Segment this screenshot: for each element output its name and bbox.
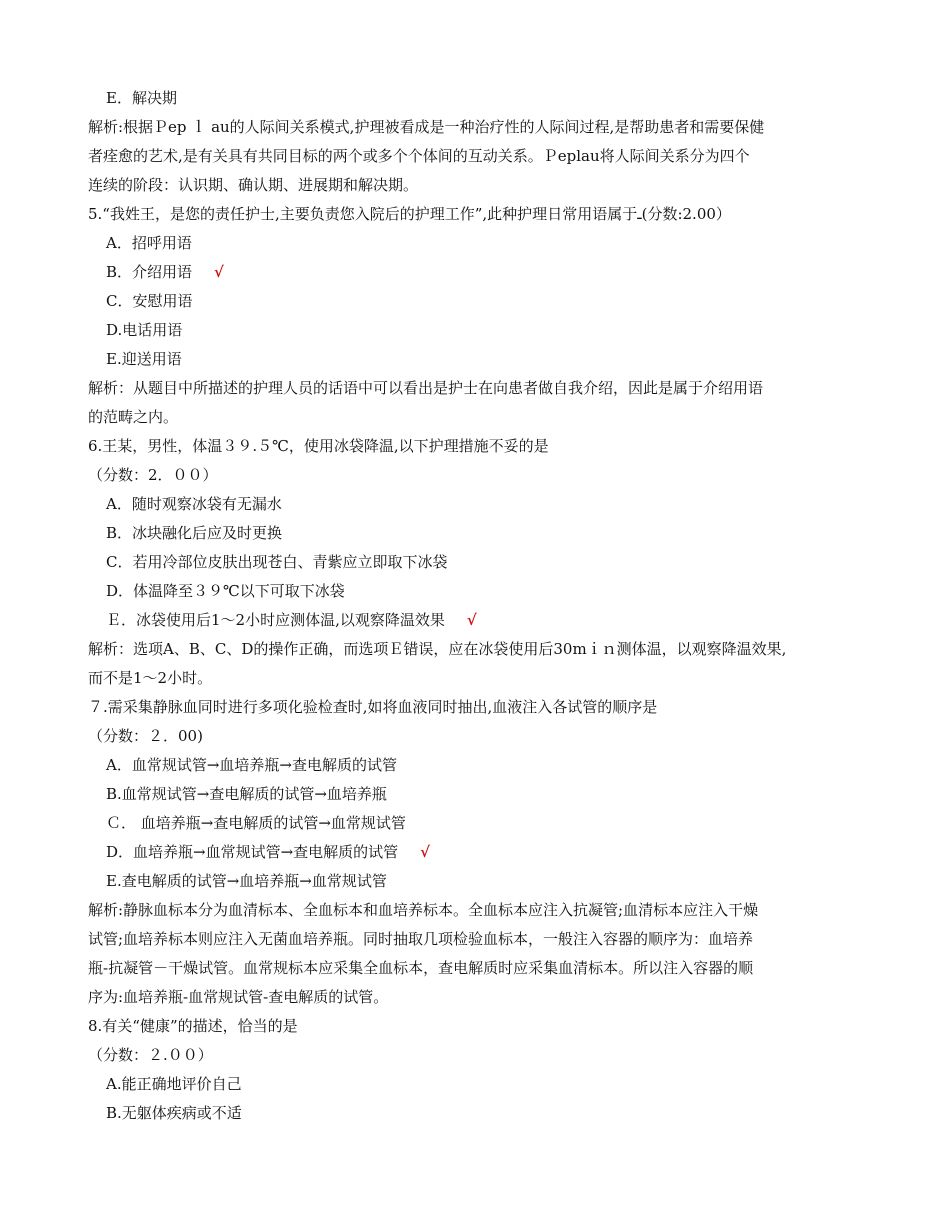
analysis-line: 瓶-抗凝管－干燥试管。血常规标本应采集全血标本，查电解质时应采集血清标本。所以注入容器的顺 — [88, 959, 754, 977]
question-6-stem: 6.王某，男性，体温３９.５℃，使用冰袋降温,以下护理措施不妥的是 — [88, 437, 549, 455]
analysis-line: 者痊愈的艺术,是有关具有共同目标的两个或多个个体间的互动关系。Ｐeplau将人际间关系分为四个 — [88, 147, 750, 165]
question-5-stem: 5.“我姓王，是您的责任护士,主要负责您入院后的护理工作”,此种护理日常用语属于ـ(分数:2.00） — [88, 205, 731, 223]
analysis-line: 解析：从题目中所描述的护理人员的话语中可以看出是护士在向患者做自我介绍，因此是属于介绍用语 — [88, 379, 764, 397]
option-line: Ｅ．冰袋使用后1～2小时应测体温,以观察降温效果 √ — [106, 611, 477, 629]
analysis-line: 解析:根据Ｐep ｌ au的人际间关系模式,护理被看成是一种治疗性的人际间过程,是帮助患者和需要保健 — [88, 118, 765, 136]
option-line: B．介绍用语 √ — [106, 263, 224, 281]
option-line: E.查电解质的试管→血培养瓶→血常规试管 — [106, 872, 387, 890]
option-line: B.血常规试管→查电解质的试管→血培养瓶 — [106, 785, 387, 803]
option-line: C．安慰用语 — [106, 292, 193, 310]
option-line: A．血常规试管→血培养瓶→查电解质的试管 — [106, 756, 397, 774]
option-e-line: E．解决期 — [106, 89, 177, 107]
option-line: B．冰块融化后应及时更换 — [106, 524, 283, 542]
option-line: C．若用冷部位皮肤出现苍白、青紫应立即取下冰袋 — [106, 553, 448, 571]
analysis-line: 试管;血培养标本则应注入无菌血培养瓶。同时抽取几项检验血标本，一般注入容器的顺序为：血培养 — [88, 930, 754, 948]
correct-check-mark: √ — [214, 263, 224, 281]
option-line: E.迎送用语 — [106, 350, 182, 368]
analysis-line: 而不是1～2小时。 — [88, 669, 213, 687]
correct-check-mark: √ — [420, 843, 431, 861]
analysis-line: 序为:血培养瓶-血常规试管-查电解质的试管。 — [88, 988, 389, 1006]
score-line: （分数：2．００） — [88, 466, 218, 484]
option-line: B.无躯体疾病或不适 — [106, 1104, 242, 1122]
option-line: D．血培养瓶→血常规试管→查电解质的试管 √ — [106, 843, 431, 861]
analysis-line: 的范畴之内。 — [88, 408, 179, 426]
option-line: D.电话用语 — [106, 321, 183, 339]
score-line: （分数：２.００） — [88, 1046, 213, 1064]
score-line: （分数：２．00) — [88, 727, 203, 745]
option-line: Ｃ． 血培养瓶→查电解质的试管→血常规试管 — [106, 814, 406, 832]
analysis-line: 连续的阶段：认识期、确认期、进展期和解决期。 — [88, 176, 419, 194]
option-line: A．招呼用语 — [106, 234, 192, 252]
option-line: D．体温降至３９℃以下可取下冰袋 — [106, 582, 345, 600]
option-line: A．随时观察冰袋有无漏水 — [106, 495, 282, 513]
question-7-stem: ７.需采集静脉血同时进行多项化验检查时,如将血液同时抽出,血液注入各试管的顺序是 — [88, 698, 658, 716]
analysis-line: 解析:静脉血标本分为血清标本、全血标本和血培养标本。全血标本应注入抗凝管;血清标本应注入干燥 — [88, 901, 759, 919]
question-8-stem: 8.有关“健康”的描述，恰当的是 — [88, 1017, 298, 1035]
option-line: A.能正确地评价自己 — [106, 1075, 242, 1093]
correct-check-mark: √ — [466, 611, 477, 629]
analysis-line: 解析：选项A、B、C、D的操作正确，而选项Ｅ错误，应在冰袋使用后30mｉｎ测体温，以观察降温效果, — [88, 640, 787, 658]
